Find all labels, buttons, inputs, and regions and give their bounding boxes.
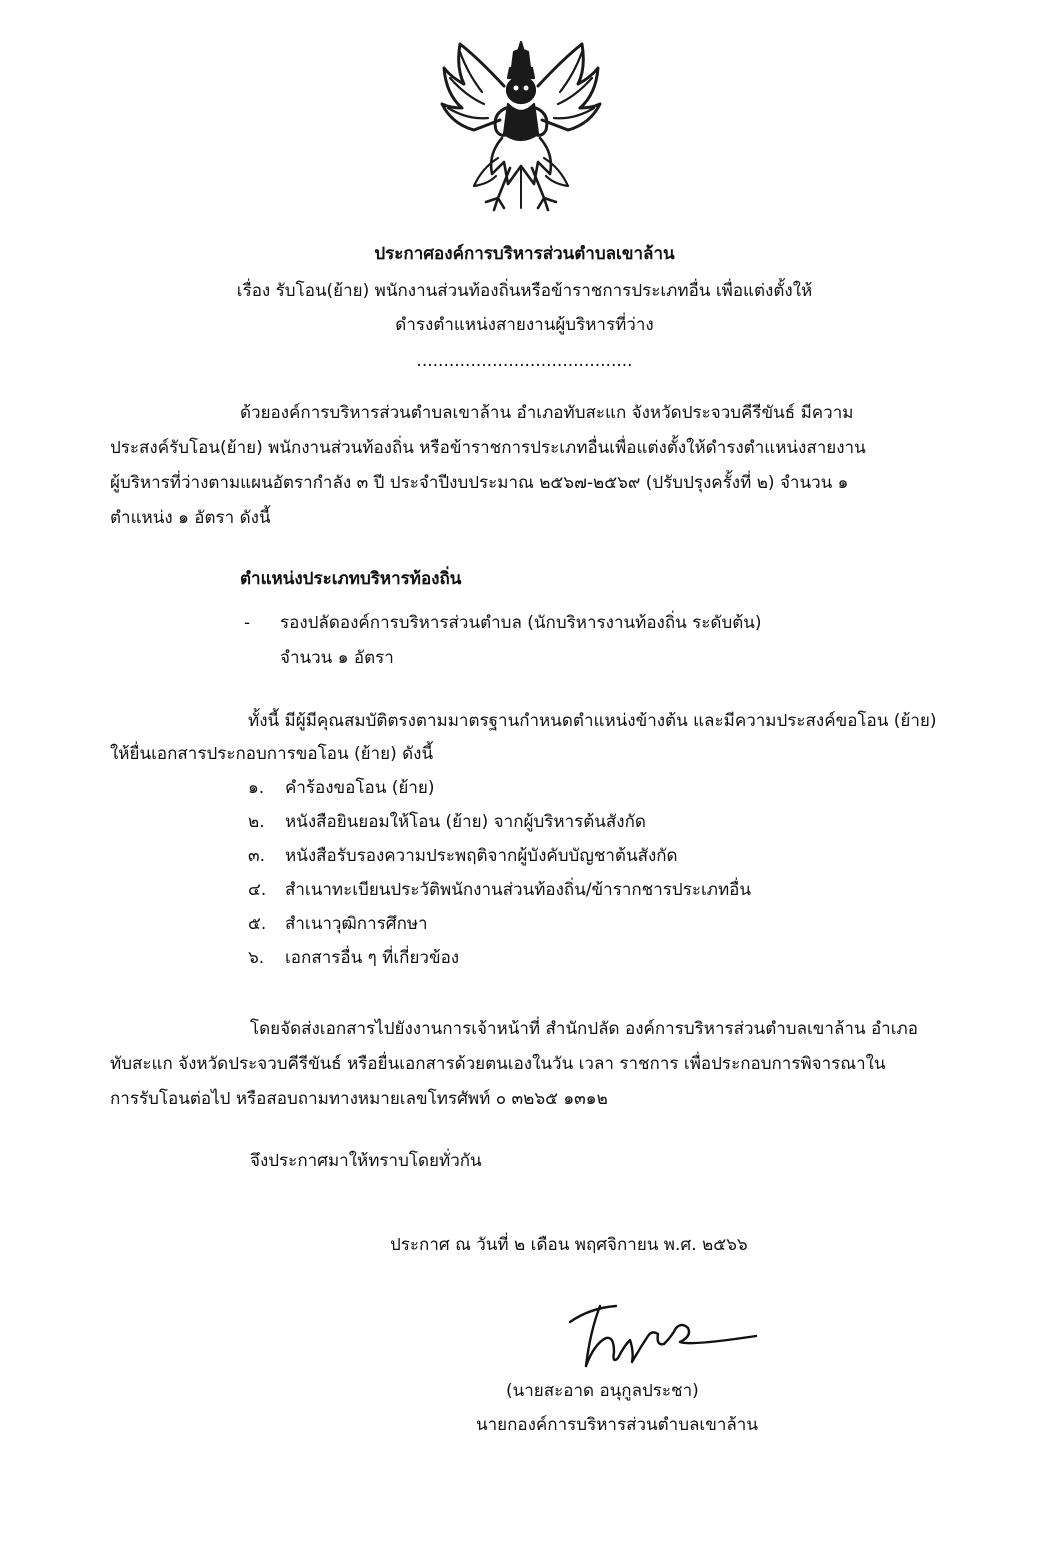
list-item-text: สำเนาทะเบียนประวัติพนักงานส่วนท้องถิ่น/ข้ารากชารประเภทอื่น [285, 880, 752, 900]
intro-line-2: ประสงค์รับโอน(ย้าย) พนักงานส่วนท้องถิ่น หรือข้าราชการประเภทอื่นเพื่อแต่งตั้งให้ดำรงตำแหน่งสายงาน [110, 438, 866, 458]
submission-line-2: ทับสะแก จังหวัดประจวบคีรีขันธ์ หรือยื่นเอกสารด้วยตนเองในวัน เวลา ราชการ เพื่อประกอบการพิจารณาใน [110, 1054, 886, 1074]
list-item-text: เอกสารอื่น ๆ ที่เกี่ยวข้อง [285, 948, 460, 968]
list-item-num: ๔. [248, 880, 267, 900]
announcement-date: ประกาศ ณ วันที่ ๒ เดือน พฤศจิกายน พ.ศ. ๒๕๖๖ [390, 1235, 748, 1255]
subject-line-2: ดำรงตำแหน่งสายงานผู้บริหารที่ว่าง [395, 315, 654, 335]
list-item-num: ๕. [248, 914, 267, 934]
intro-line-1: ด้วยองค์การบริหารส่วนตำบลเขาล้าน อำเภอทับสะแก จังหวัดประจวบคีรีขันธ์ มีความ [240, 403, 854, 423]
announcement-title: ประกาศองค์การบริหารส่วนตำบลเขาล้าน [374, 244, 675, 264]
subject-line-1: เรื่อง รับโอน(ย้าย) พนักงานส่วนท้องถิ่นหรือข้าราชการประเภทอื่น เพื่อแต่งตั้งให้ [236, 281, 813, 301]
list-item-num: ๑. [248, 778, 265, 798]
list-item-num: ๓. [248, 846, 266, 866]
list-item-num: ๖. [248, 948, 265, 968]
closing-line: จึงประกาศมาให้ทราบโดยทั่วกัน [250, 1151, 482, 1171]
list-item-num: ๒. [248, 812, 265, 832]
position-item-line-2: จำนวน ๑ อัตรา [280, 648, 394, 668]
position-heading: ตำแหน่งประเภทบริหารท้องถิ่น [240, 569, 462, 589]
signer-name: (นายสะอาด อนุกูลประชา) [506, 1381, 699, 1401]
intro-line-4: ตำแหน่ง ๑ อัตรา ดังนี้ [110, 508, 271, 528]
title-separator: ........................................ [416, 351, 633, 371]
signer-title: นายกองค์การบริหารส่วนตำบลเขาล้าน [476, 1415, 758, 1435]
list-item-text: คำร้องขอโอน (ย้าย) [285, 778, 435, 798]
garuda-emblem-icon [438, 38, 604, 214]
list-item-text: สำเนาวุฒิการศึกษา [285, 914, 428, 934]
qualification-line-2: ให้ยื่นเอกสารประกอบการขอโอน (ย้าย) ดังนี้ [110, 744, 434, 764]
submission-line-3: การรับโอนต่อไป หรือสอบถามทางหมายเลขโทรศัพท์ ๐ ๓๒๖๕ ๑๓๑๒ [110, 1089, 608, 1109]
list-item-text: หนังสือรับรองความประพฤติจากผู้บังคับบัญชาต้นสังกัด [285, 846, 678, 866]
intro-line-3: ผู้บริหารที่ว่างตามแผนอัตรากำลัง ๓ ปี ประจำปีงบประมาณ ๒๕๖๗-๒๕๖๙ (ปรับปรุงครั้งที่ ๒) จำนวน ๑ [110, 473, 849, 493]
position-item-line-1: รองปลัดองค์การบริหารส่วนตำบล (นักบริหารงานท้องถิ่น ระดับต้น) [280, 613, 762, 633]
submission-line-1: โดยจัดส่งเอกสารไปยังงานการเจ้าหน้าที่ สำนักปลัด องค์การบริหารส่วนตำบลเขาล้าน อำเภอ [250, 1019, 918, 1039]
qualification-line-1: ทั้งนี้ มีผู้มีคุณสมบัติตรงตามมาตรฐานกำหนดตำแหน่งข้างต้น และมีความประสงค์ขอโอน (ย้าย) [248, 711, 937, 731]
handwritten-signature [560, 1292, 760, 1382]
position-dash: - [244, 613, 251, 633]
list-item-text: หนังสือยินยอมให้โอน (ย้าย) จากผู้บริหารต้นสังกัด [285, 812, 646, 832]
